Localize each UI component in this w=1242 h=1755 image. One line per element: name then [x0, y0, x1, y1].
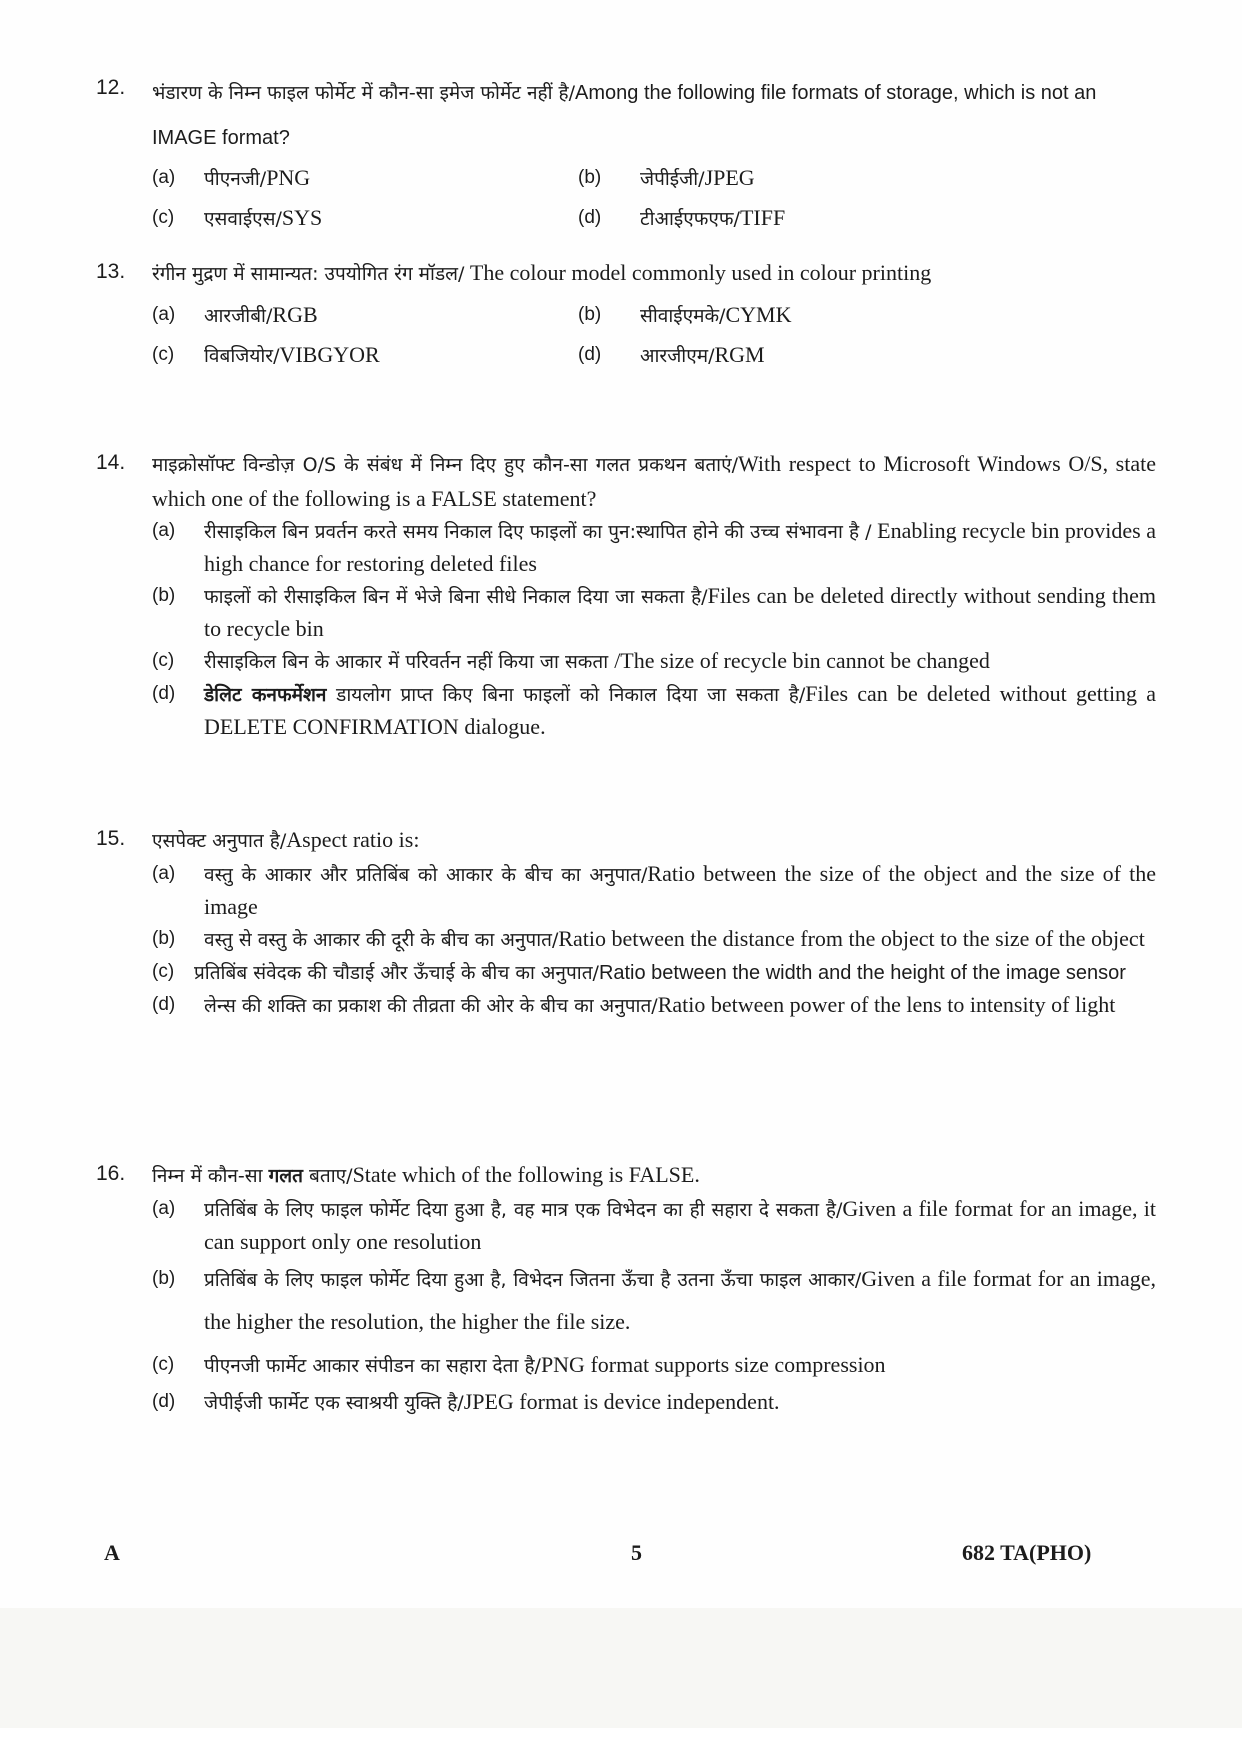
option-a[interactable]: (a) आरजीबी/RGB: [152, 302, 318, 327]
option-c[interactable]: (c) एसवाईएस/SYS: [152, 205, 323, 230]
page-number: 5: [631, 1540, 642, 1565]
option-d[interactable]: (d) जेपीईजी फार्मेट एक स्वाश्रयी युक्ति है/JPEG format is device independent.: [152, 1389, 780, 1414]
question-text: भंडारण के निम्न फाइल फोर्मेट में कौन-सा इमेज फोर्मेट नहीं है/Among the following file formats of storage, which is not an IMAGE format?: [152, 82, 1097, 149]
paper-set: A: [104, 1540, 120, 1565]
scan-margin: [0, 1608, 1242, 1728]
paper-code: 682 TA(PHO): [962, 1540, 1092, 1565]
question-text: रंगीन मुद्रण में सामान्यत: उपयोगित रंग मॉडल/ The colour model commonly used in colour printing: [152, 260, 932, 285]
option-d[interactable]: (d) टीआईएफएफ/TIFF: [578, 205, 786, 230]
option-a[interactable]: (a) वस्तु के आकार और प्रतिबिंब को आकार के बीच का अनुपात/Ratio between the size of the object and the size of the image: [152, 861, 1156, 919]
question-number: 13.: [96, 260, 126, 283]
scan-edge: [0, 1728, 1242, 1755]
option-d[interactable]: (d) डेलिट कनफर्मेशन डायलोग प्राप्त किए बिना फाइलों को निकाल दिया जा सकता है/Files can be deleted without getting a DELETE CONFIRMATION dialogue.: [152, 681, 1156, 739]
option-a[interactable]: (a) रीसाइकिल बिन प्रवर्तन करते समय निकाल दिए फाइलों का पुन:स्थापित होने की उच्च संभावना है / Enabling recycle bin provides a high chance for restoring deleted files: [152, 518, 1156, 576]
question-number: 16.: [96, 1162, 126, 1185]
option-c[interactable]: (c) प्रतिबिंब संवेदक की चौडाई और ऊँचाई के बीच का अनुपात/Ratio between the width and the height of the image sensor: [152, 961, 1126, 984]
question-number: 12.: [96, 76, 126, 99]
option-b[interactable]: (b) वस्तु से वस्तु के आकार की दूरी के बीच का अनुपात/Ratio between the distance from the object to the size of the object: [152, 926, 1145, 951]
emphasis-text: डेलिट कनफर्मेशन: [204, 684, 327, 706]
option-b[interactable]: (b) सीवाईएमके/CYMK: [578, 302, 792, 327]
option-d[interactable]: (d) आरजीएम/RGM: [578, 342, 765, 367]
option-b[interactable]: (b) प्रतिबिंब के लिए फाइल फोर्मेट दिया हुआ है, विभेदन जितना ऊँचा है उतना ऊँचा फाइल आकार/Given a file format for an image, the higher the resolution, the higher the file size.: [152, 1266, 1156, 1334]
question-14: [96, 447, 1156, 743]
question-15: [96, 823, 1156, 1022]
question-text: निम्न में कौन-सा गलत बताए/State which of the following is FALSE.: [152, 1162, 700, 1187]
question-text: माइक्रोसॉफ्ट विन्डोज़ O/S के संबंध में निम्न दिए हुए कौन-सा गलत प्रकथन बताएं/With respect to Microsoft Windows O/S, state which one of the following is a FALSE statement?: [152, 451, 1156, 511]
question-12: [96, 70, 1156, 242]
option-b[interactable]: (b) फाइलों को रीसाइकिल बिन में भेजे बिना सीधे निकाल दिया जा सकता है/Files can be deleted directly without sending them to recycle bin: [152, 583, 1156, 641]
options-row: [152, 339, 1156, 379]
question-16: [96, 1158, 1156, 1421]
question-number: 14.: [96, 451, 126, 474]
option-a[interactable]: (a) पीएनजी/PNG: [152, 165, 311, 190]
option-c[interactable]: (c) पीएनजी फार्मेट आकार संपीडन का सहारा देता है/PNG format supports size compression: [152, 1352, 886, 1377]
option-a[interactable]: (a) प्रतिबिंब के लिए फाइल फोर्मेट दिया हुआ है, वह मात्र एक विभेदन का ही सहारा दे सकता है/Given a file format for an image, it can support only one resolution: [152, 1196, 1157, 1254]
options-row: [152, 202, 1156, 242]
options-row: [152, 162, 1156, 202]
option-b[interactable]: (b) जेपीईजी/JPEG: [578, 165, 755, 190]
option-d[interactable]: (d) लेन्स की शक्ति का प्रकाश की तीव्रता की ओर के बीच का अनुपात/Ratio between power of the lens to intensity of light: [152, 992, 1116, 1017]
question-13: [96, 256, 1156, 379]
options-row: [152, 299, 1156, 339]
option-c[interactable]: (c) विबजियोर/VIBGYOR: [152, 342, 380, 367]
emphasis-text: गलत: [268, 1165, 303, 1187]
question-text: एसपेक्ट अनुपात है/Aspect ratio is:: [152, 827, 420, 852]
option-c[interactable]: (c) रीसाइकिल बिन के आकार में परिवर्तन नहीं किया जा सकता /The size of recycle bin cannot be changed: [152, 648, 990, 673]
question-number: 15.: [96, 827, 126, 850]
